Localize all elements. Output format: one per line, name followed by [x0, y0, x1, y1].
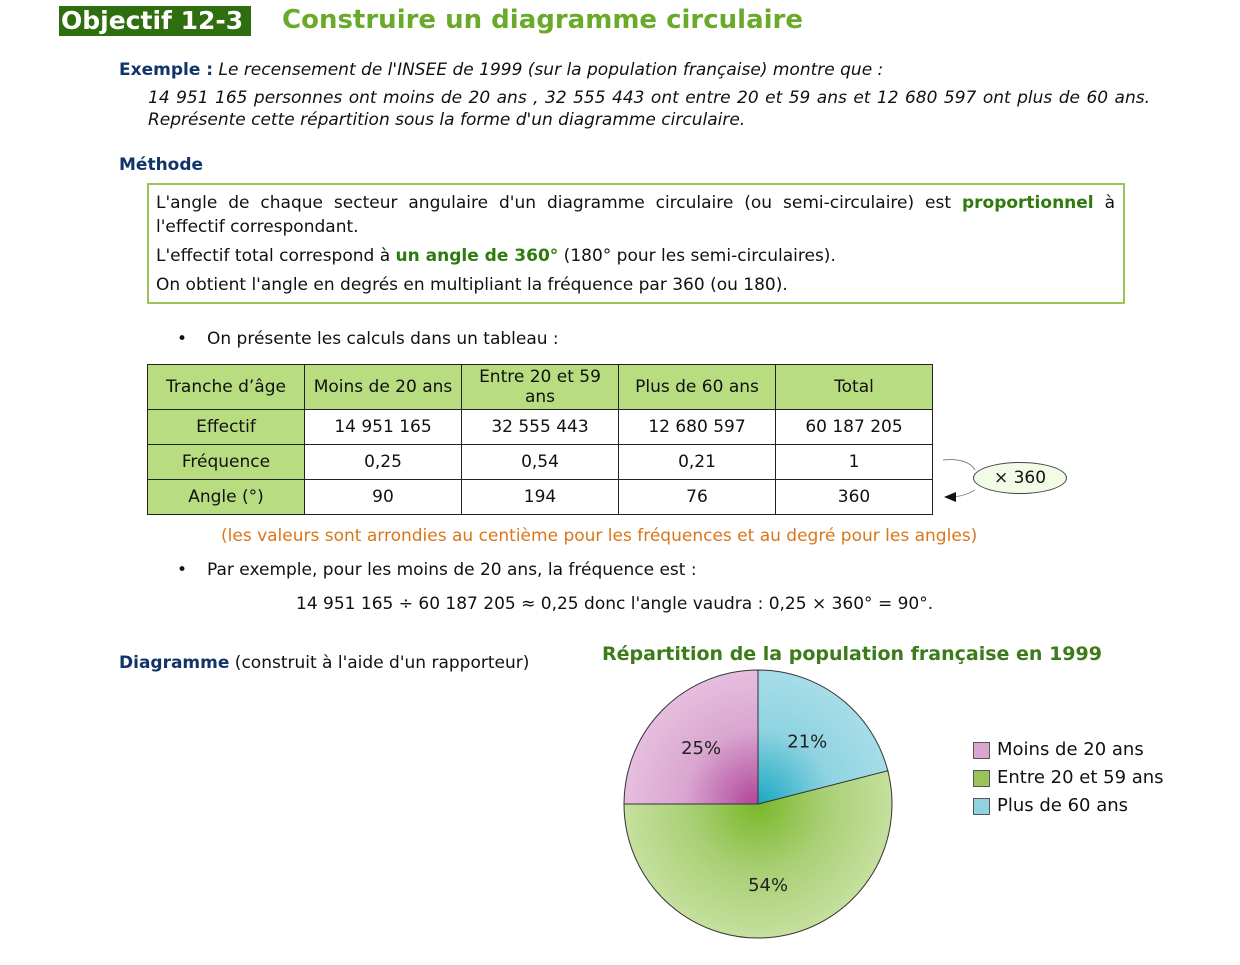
legend-label: Moins de 20 ans	[997, 739, 1144, 760]
bullet-text: Par exemple, pour les moins de 20 ans, la fréquence est :	[207, 560, 697, 580]
table-cell: 1	[776, 445, 933, 480]
table-header-cell: Plus de 60 ans	[619, 365, 776, 410]
table-cell: 194	[462, 480, 619, 515]
method-box	[147, 183, 1125, 304]
table-cell: 60 187 205	[776, 410, 933, 445]
calculation-line: 14 951 165 ÷ 60 187 205 ≈ 0,25 donc l'angle vaudra : 0,25 × 360° = 90°.	[296, 594, 934, 614]
table-cell: 360	[776, 480, 933, 515]
calculation-table	[147, 364, 933, 515]
legend-item-entre-20-59	[973, 766, 1172, 790]
diagramme-line	[119, 653, 529, 673]
exemple-line	[119, 60, 883, 80]
row-header-cell: Effectif	[148, 410, 305, 445]
method-paragraph-3: On obtient l'angle en degrés en multipliant la fréquence par 360 (ou 180).	[156, 275, 788, 295]
method-paragraph-1	[156, 191, 1115, 239]
table-cell: 14 951 165	[305, 410, 462, 445]
legend-swatch	[973, 798, 990, 815]
bullet-icon: •	[177, 560, 188, 580]
legend-item-moins-20	[973, 738, 1172, 762]
legend-swatch	[973, 770, 990, 787]
table-cell: 0,54	[462, 445, 619, 480]
bullet-icon: •	[177, 329, 188, 349]
method-p1-start: L'angle de chaque secteur angulaire d'un diagramme circulaire (ou semi-circulaire) est	[156, 193, 962, 213]
pie-chart	[612, 666, 902, 956]
method-p2-bold: un angle de 360°	[395, 246, 559, 266]
legend-swatch	[973, 742, 990, 759]
methode-label: Méthode	[119, 155, 204, 175]
exemple-label: Exemple :	[119, 60, 214, 80]
pie-slice-moins-20	[624, 670, 758, 804]
table-header-row	[148, 365, 933, 410]
method-p2-end: (180° pour les semi-circulaires).	[558, 246, 836, 266]
pie-label-moins-20: 25%	[681, 738, 722, 760]
legend-label: Plus de 60 ans	[997, 795, 1129, 816]
table-cell: 76	[619, 480, 776, 515]
diagramme-note: (construit à l'aide d'un rapporteur)	[229, 653, 530, 673]
pie-label-entre-20-59: 54%	[748, 874, 789, 896]
page-title: Construire un diagramme circulaire	[282, 5, 803, 35]
pie-label-plus-60: 21%	[787, 731, 828, 753]
objective-badge: Objectif 12-3	[59, 6, 251, 36]
table-cell: 90	[305, 480, 462, 515]
table-header-cell: Tranche d’âge	[148, 365, 305, 410]
rounding-note: (les valeurs sont arrondies au centième pour les fréquences et au degré pour les angles)	[221, 526, 978, 546]
table-row	[148, 445, 933, 480]
table-cell: 12 680 597	[619, 410, 776, 445]
row-header-cell: Fréquence	[148, 445, 305, 480]
legend-label: Entre 20 et 59 ans	[997, 767, 1164, 788]
exemple-intro: Le recensement de l'INSEE de 1999 (sur la population française) montre que :	[218, 60, 884, 80]
table-cell: 32 555 443	[462, 410, 619, 445]
bullet-item-example	[177, 560, 877, 582]
legend-item-plus-60	[973, 794, 1172, 818]
table-row	[148, 410, 933, 445]
table-header-cell: Entre 20 et 59 ans	[462, 365, 619, 410]
table-cell: 0,25	[305, 445, 462, 480]
method-p1-end: à l'effectif correspondant.	[156, 193, 1115, 237]
multiplier-badge: × 360	[973, 462, 1067, 494]
exemple-body: 14 951 165 personnes ont moins de 20 ans , 32 555 443 ont entre 20 et 59 ans et 12 680 597 ont plus de 60 ans. Représente cette répartition sous la forme d'un diagramme circulaire.	[148, 88, 1150, 130]
table-cell: 0,21	[619, 445, 776, 480]
row-header-cell: Angle (°)	[148, 480, 305, 515]
diagramme-label: Diagramme	[119, 653, 230, 673]
bullet-item-table	[177, 329, 777, 351]
chart-legend	[973, 738, 1172, 822]
chart-title: Répartition de la population française en 1999	[602, 643, 1102, 665]
method-p1-bold: proportionnel	[961, 193, 1094, 213]
table-header-cell: Total	[776, 365, 933, 410]
bullet-text: On présente les calculs dans un tableau :	[207, 329, 559, 349]
table-row	[148, 480, 933, 515]
method-p2-start: L'effectif total correspond à	[156, 246, 396, 266]
method-paragraph-2	[156, 244, 1115, 268]
table-header-cell: Moins de 20 ans	[305, 365, 462, 410]
